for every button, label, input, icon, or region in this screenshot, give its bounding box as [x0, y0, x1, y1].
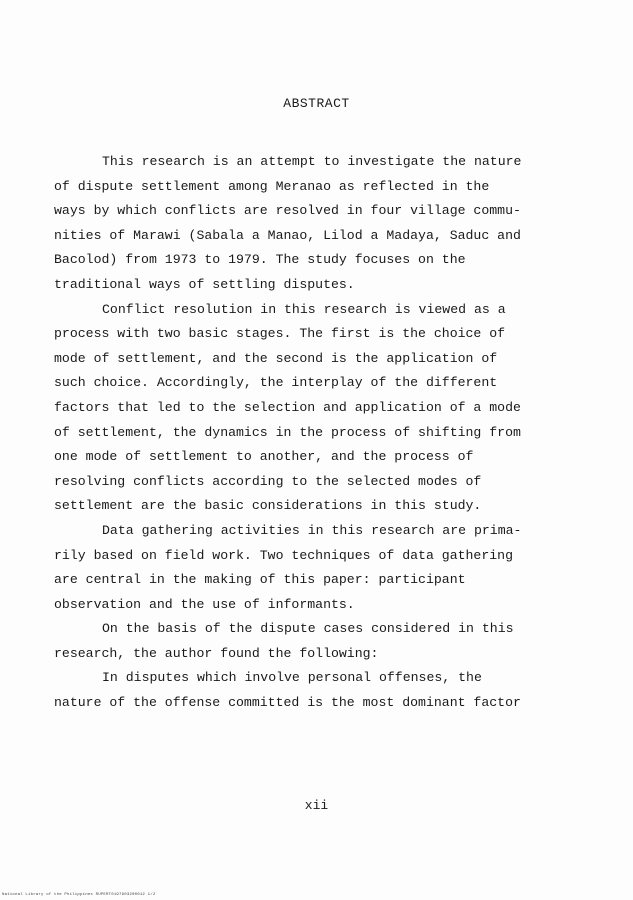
text-line: ways by which conflicts are resolved in four village commu-	[54, 203, 521, 219]
text-line: process with two basic stages. The first is the choice of	[54, 326, 506, 342]
text-line: mode of settlement, and the second is the application of	[54, 350, 498, 366]
text-line: resolving conflicts according to the selected modes of	[54, 473, 482, 489]
text-line: nature of the offense committed is the most dominant factor	[54, 695, 521, 711]
text-line: research, the author found the following:	[54, 645, 379, 661]
text-line: such choice. Accordingly, the interplay of the different	[54, 375, 498, 391]
text-line: settlement are the basic considerations in this study.	[54, 498, 482, 514]
page-title: ABSTRACT	[283, 96, 350, 111]
page-number: xii	[304, 798, 329, 813]
text-line: Data gathering activities in this research are prima-	[102, 522, 522, 538]
abstract-body	[54, 150, 534, 716]
text-line: On the basis of the dispute cases considered in this	[102, 621, 514, 637]
text-line: factors that led to the selection and application of a mode	[54, 399, 521, 415]
text-line: Conflict resolution in this research is viewed as a	[102, 301, 506, 317]
text-line: observation and the use of informants.	[54, 596, 355, 612]
text-line: of settlement, the dynamics in the process of shifting from	[54, 424, 521, 440]
text-line: traditional ways of settling disputes.	[54, 276, 355, 292]
text-line: In disputes which involve personal offenses, the	[102, 670, 482, 686]
text-line: Bacolod) from 1973 to 1979. The study focuses on the	[54, 252, 466, 268]
footer-watermark: National Library of the Philippines RUPERT0197903200012 1/2	[2, 893, 156, 897]
text-line: rily based on field work. Two techniques of data gathering	[54, 547, 513, 563]
text-line: This research is an attempt to investigate the nature	[102, 154, 522, 169]
text-line: of dispute settlement among Meranao as reflected in the	[54, 178, 490, 194]
text-line: one mode of settlement to another, and the process of	[54, 449, 474, 465]
text-line: are central in the making of this paper: participant	[54, 572, 466, 588]
text-line: nities of Marawi (Sabala a Manao, Lilod a Madaya, Saduc and	[54, 227, 521, 243]
